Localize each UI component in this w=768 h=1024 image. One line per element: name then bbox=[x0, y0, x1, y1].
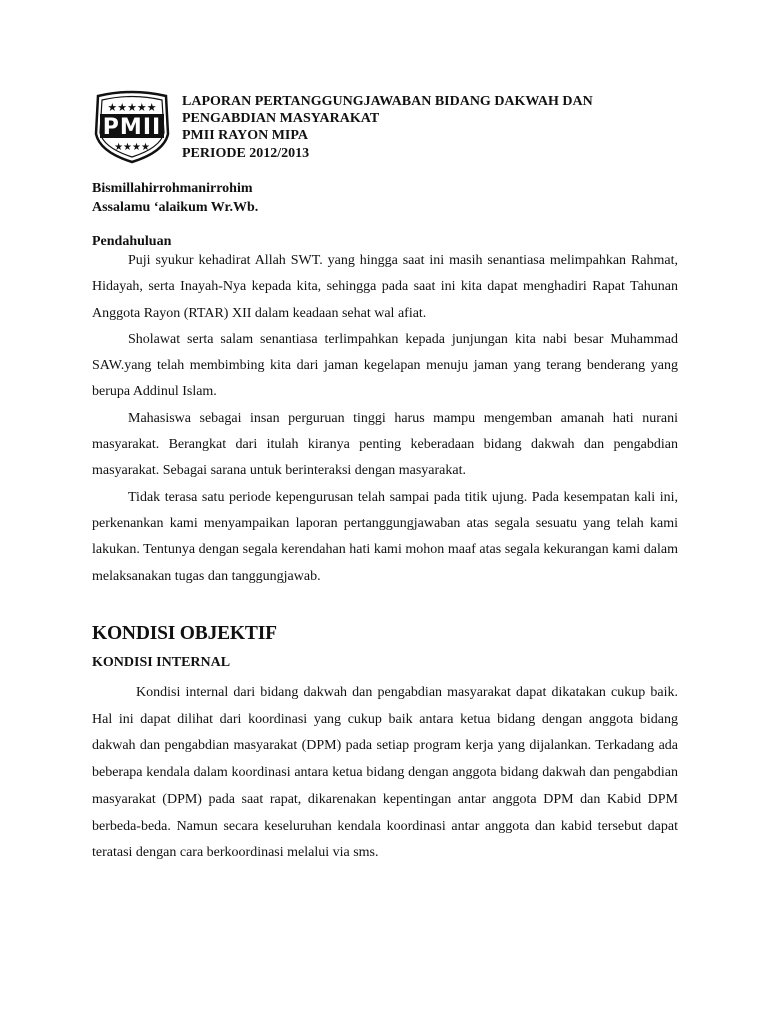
basmala-line: Bismillahirrohmanirrohim bbox=[92, 181, 253, 196]
report-title-block bbox=[182, 93, 593, 162]
svg-text:★★★★: ★★★★ bbox=[114, 142, 150, 153]
kondisi-internal-body bbox=[92, 680, 678, 867]
kondisi-objektif-heading: KONDISI OBJEKTIF bbox=[92, 623, 277, 644]
pendahuluan-body bbox=[92, 248, 678, 590]
kondisi-internal-paragraph: Kondisi internal dari bidang dakwah dan pengabdian masyarakat dapat dikatakan cukup baik. Hal ini dapat dilihat dari koordinasi yang cukup baik antara ketua bidang dengan anggota bidang dakwah dan pengabdian masyarakat (DPM) pada setiap program kerja yang dijalankan. Terkadang ada beberapa kendala dalam koordinasi antara ketua bidang dengan anggota bidang dakwah dan pengabdian masyarakat (DPM) pada saat rapat, dikarenakan kepentingan antar anggota DPM dan Kabid DPM berbeda-beda. Namun secara keseluruhan kendala koordinasi antar anggota dan kabid tersebut dapat teratasi dengan cara berkoordinasi melalui via sms. bbox=[92, 685, 678, 861]
report-title-line-4: PERIODE 2012/2013 bbox=[182, 145, 310, 161]
svg-text:★★★★★: ★★★★★ bbox=[107, 101, 157, 114]
pendahuluan-paragraph-3: Mahasiswa sebagai insan perguruan tinggi harus mampu mengemban amanah hati nurani masyarakat. Berangkat dari itulah kiranya penting keberadaan bidang dakwah dan pengabdian masyarakat. Sebagai sarana untuk berinteraksi dengan masyarakat. bbox=[92, 410, 678, 479]
report-title-line-1: LAPORAN PERTANGGUNGJAWABAN BIDANG DAKWAH DAN bbox=[182, 94, 593, 109]
salam-line: Assalamu ‘alaikum Wr.Wb. bbox=[92, 199, 259, 215]
report-title-line-3: PMII RAYON MIPA bbox=[182, 128, 308, 144]
pendahuluan-paragraph-2: Sholawat serta salam senantiasa terlimpahkan kepada junjungan kita nabi besar Muhammad SAW.yang telah membimbing kita dari jaman kegelapan menuju jaman yang terang benderang yang berupa Addinul Islam. bbox=[92, 331, 678, 400]
report-title-line-2: PENGABDIAN MASYARAKAT bbox=[182, 111, 380, 127]
pendahuluan-heading: Pendahuluan bbox=[92, 234, 172, 249]
pmii-logo bbox=[92, 90, 172, 164]
greeting-block bbox=[92, 180, 258, 217]
pendahuluan-paragraph-1: Puji syukur kehadirat Allah SWT. yang hingga saat ini masih senantiasa melimpahkan Rahmat, Hidayah, serta Inayah-Nya kepada kita, sehingga pada saat ini kita dapat menghadiri Rapat Tahunan Anggota Rayon (RTAR) XII dalam keadaan sehat wal afiat. bbox=[92, 253, 678, 321]
pendahuluan-paragraph-4: Tidak terasa satu periode kepengurusan telah sampai pada titik ujung. Pada kesempatan kali ini, perkenankan kami menyampaikan laporan pertanggungjawaban atas segala sesuatu yang telah kami lakukan. Tentunya dengan segala kerendahan hati kami mohon maaf atas segala kekurangan kami dalam melaksanakan tugas dan tanggungjawab. bbox=[92, 489, 678, 584]
svg-text:PMII: PMII bbox=[102, 115, 162, 140]
logo-stars-top bbox=[107, 101, 156, 114]
kondisi-internal-heading: KONDISI INTERNAL bbox=[92, 655, 231, 670]
